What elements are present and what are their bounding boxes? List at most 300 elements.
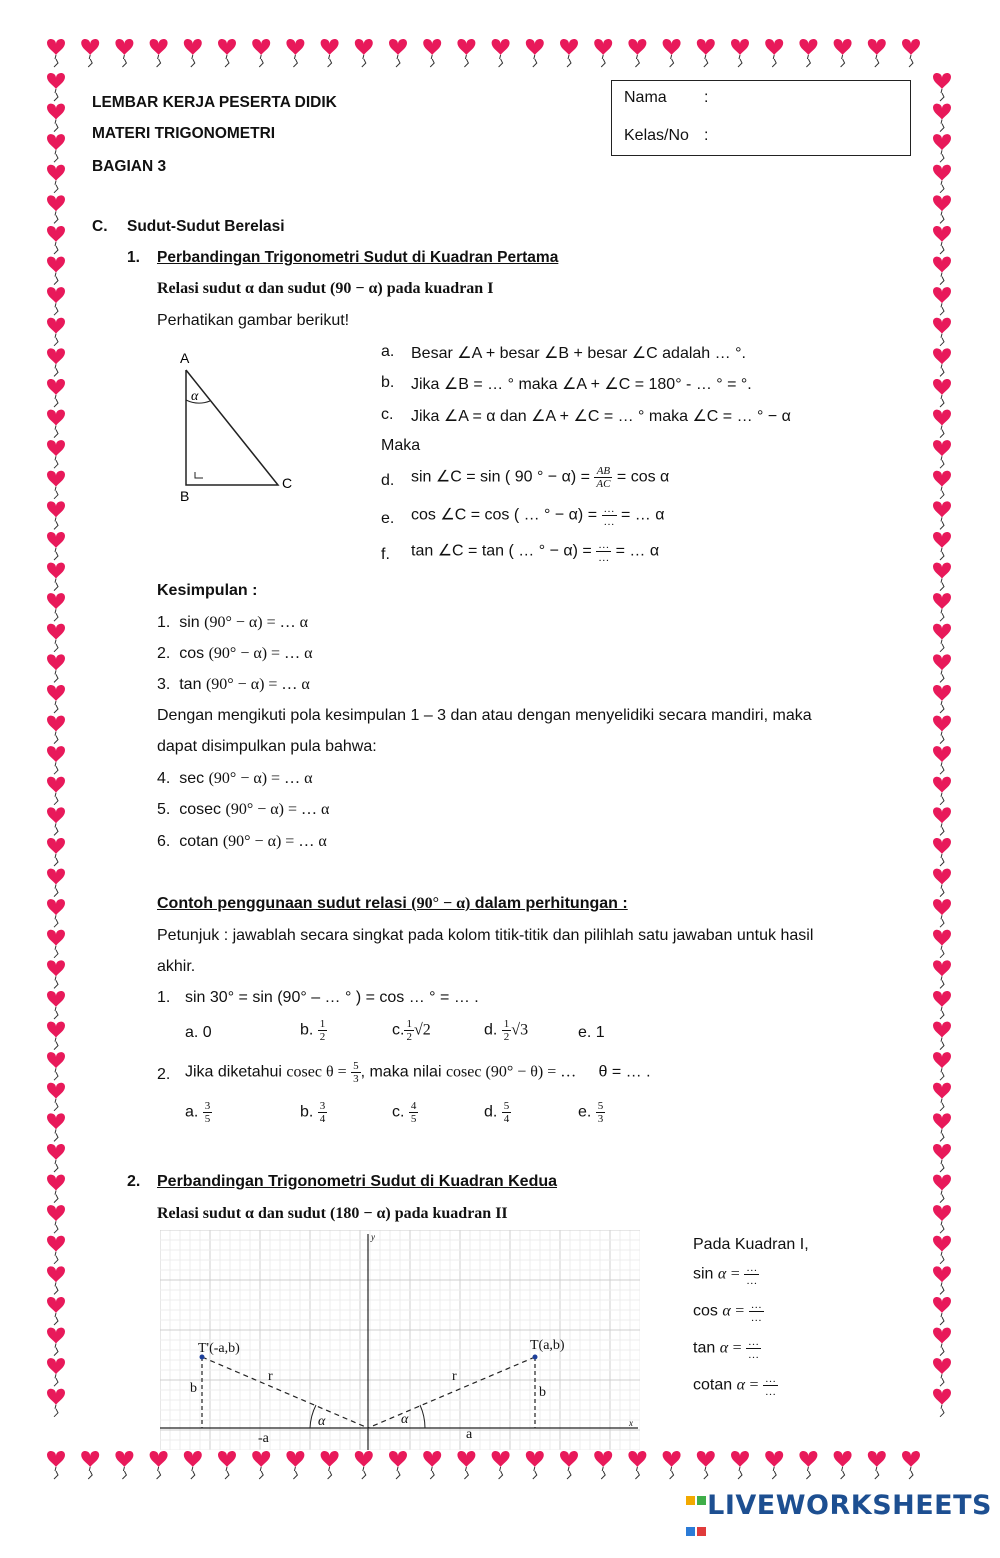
vertex-a-label: A	[180, 350, 190, 366]
heart-icon	[933, 1113, 951, 1141]
heart-icon	[389, 39, 407, 67]
heart-icon	[47, 348, 65, 376]
heart-icon	[933, 838, 951, 866]
frac-den: …	[748, 1349, 760, 1361]
frac-num: AB	[594, 465, 612, 478]
heart-icon	[47, 960, 65, 988]
heart-icon	[115, 1451, 133, 1479]
frac-num: …	[603, 503, 615, 515]
heart-icon	[150, 1451, 168, 1479]
frac-num: …	[750, 1299, 762, 1311]
heart-icon	[933, 930, 951, 958]
heart-icon	[218, 39, 236, 67]
heart-icon	[933, 379, 951, 407]
alpha-label: α	[191, 389, 199, 404]
contoh-title-c: dalam perhitungan :	[474, 895, 628, 912]
opt-label: e.	[578, 1103, 592, 1121]
heart-icon	[47, 440, 65, 468]
item-b-label: b.	[381, 374, 395, 391]
heart-icon	[933, 685, 951, 713]
alpha-arc-right	[420, 1405, 425, 1428]
part1-intro: Perhatikan gambar berikut!	[157, 312, 350, 329]
part2-number: 2.	[127, 1173, 141, 1190]
heart-icon	[933, 746, 951, 774]
k-num: 6.	[157, 833, 171, 850]
heart-icon	[47, 1083, 65, 1111]
q2-cosec: cosec θ =	[286, 1063, 347, 1081]
opt-label: d.	[484, 1021, 498, 1039]
q1-option-b[interactable]	[300, 1018, 327, 1043]
opt-fraction	[318, 1018, 328, 1043]
item-d-label: d.	[381, 472, 395, 489]
heart-icon	[47, 807, 65, 835]
heart-icon	[47, 654, 65, 682]
heart-icon	[933, 899, 951, 927]
alpha-right-label: α	[401, 1412, 409, 1427]
heart-icon	[47, 471, 65, 499]
frac-den: …	[764, 1386, 776, 1398]
heart-icon	[47, 532, 65, 560]
heart-icon	[457, 1451, 475, 1479]
class-colon: :	[704, 127, 709, 144]
heart-icon	[526, 1451, 544, 1479]
opt-fraction	[203, 1100, 213, 1125]
part-title: BAGIAN 3	[92, 158, 167, 175]
k-expr: (90° − α) = … α	[225, 801, 330, 818]
q2-fraction	[351, 1060, 361, 1085]
frac-num: 3	[319, 1100, 326, 1112]
side-fn: sin	[693, 1265, 714, 1283]
section-title: Sudut-Sudut Berelasi	[127, 218, 285, 235]
frac-num: 1	[406, 1018, 412, 1030]
alpha-left-label: α	[318, 1414, 326, 1429]
heart-icon	[933, 134, 951, 162]
heart-icon	[933, 1389, 951, 1417]
neg-a-label: -a	[258, 1431, 269, 1446]
frac-den: 2	[503, 1031, 510, 1043]
frac-num: 5	[503, 1100, 510, 1112]
heart-icon	[47, 716, 65, 744]
heart-icon	[933, 257, 951, 285]
heart-icon	[933, 991, 951, 1019]
graph-grid	[160, 1230, 640, 1450]
heart-icon	[594, 1451, 612, 1479]
item-f-label: f.	[381, 546, 390, 563]
heart-icon	[47, 777, 65, 805]
kesimpulan-3	[157, 676, 310, 694]
heart-icon	[47, 1205, 65, 1233]
petunjuk-line-2: akhir.	[157, 958, 196, 975]
part1-number: 1.	[127, 249, 140, 266]
q1-option-d[interactable]	[484, 1018, 528, 1043]
heart-icon	[47, 379, 65, 407]
heart-icon	[286, 39, 304, 67]
heart-icon	[492, 1451, 510, 1479]
frac-num: 5	[597, 1100, 604, 1112]
q2-option-d[interactable]	[484, 1100, 511, 1125]
opt-radical: √2	[413, 1021, 431, 1039]
heart-icon	[933, 501, 951, 529]
x-axis-label: x	[629, 1418, 633, 1428]
frac-den: 2	[406, 1031, 412, 1043]
opt-label: c.	[392, 1021, 405, 1039]
heart-icon	[594, 39, 612, 67]
q1-text: sin 30° = sin (90° – … ° ) = cos … ° = … .	[185, 989, 479, 1006]
y-axis-label: y	[371, 1232, 375, 1242]
frac-num: …	[748, 1336, 760, 1348]
heart-icon	[933, 287, 951, 315]
heart-icon	[933, 104, 951, 132]
vertex-c-label: C	[282, 475, 293, 491]
name-label: Nama	[624, 89, 667, 106]
heart-icon	[933, 777, 951, 805]
frac-den: 3	[353, 1073, 359, 1085]
heart-icon	[933, 563, 951, 591]
heart-icon	[47, 685, 65, 713]
heart-icon	[933, 1144, 951, 1172]
heart-icon	[47, 1175, 65, 1203]
side-cos: cos α = $\frac{\dots}{\dots}$	[693, 1299, 762, 1324]
heart-icon	[868, 1451, 886, 1479]
contoh-title-b: (90° − α)	[411, 895, 471, 912]
q1-option-e[interactable]: e. 1	[578, 1024, 605, 1041]
side-cotan: cotan α = $\frac{\dots}{\dots}$	[693, 1373, 776, 1398]
opt-fraction	[409, 1100, 419, 1125]
heart-icon	[47, 1297, 65, 1325]
frac-den: …	[750, 1312, 762, 1324]
alpha-arc-left	[310, 1405, 316, 1428]
heart-icon	[933, 471, 951, 499]
k-expr: (90° − α) = … α	[222, 833, 327, 850]
heart-icon	[628, 1451, 646, 1479]
heart-icon	[355, 39, 373, 67]
heart-icon	[457, 39, 475, 67]
r-line-left	[202, 1357, 368, 1428]
item-e-fraction[interactable]	[602, 503, 617, 528]
name-box	[611, 80, 911, 156]
heart-icon	[560, 1451, 578, 1479]
heart-icon	[218, 1451, 236, 1479]
frac-den: 4	[319, 1113, 326, 1125]
heart-icon	[834, 1451, 852, 1479]
k-num: 2.	[157, 645, 171, 662]
heart-icon	[47, 73, 65, 101]
heart-icon	[933, 654, 951, 682]
side-fn: cotan	[693, 1376, 733, 1394]
heart-icon	[252, 1451, 270, 1479]
q2-text-a: Jika diketahui	[185, 1063, 282, 1081]
vertex-b-label: B	[180, 488, 190, 504]
item-f-right: = … α	[615, 542, 660, 560]
triangle-diagram	[170, 345, 310, 510]
worksheet-title: LEMBAR KERJA PESERTA DIDIK	[92, 94, 337, 111]
frac-num: …	[764, 1373, 776, 1385]
heart-icon	[47, 624, 65, 652]
heart-icon	[799, 39, 817, 67]
frac-den: 3	[597, 1113, 604, 1125]
item-d-right: = cos α	[616, 468, 670, 486]
item-f-left: tan ∠C = tan ( … ° − α) =	[411, 542, 592, 560]
heart-icon	[933, 1358, 951, 1386]
t-label: T(a,b)	[530, 1338, 565, 1353]
q2-number: 2.	[157, 1066, 171, 1083]
k-expr: (90° − α) = … α	[204, 614, 309, 631]
heart-icon	[81, 39, 99, 67]
frac-den: 2	[319, 1031, 326, 1043]
side-fraction[interactable]	[744, 1262, 759, 1287]
k-num: 5.	[157, 801, 171, 818]
section-letter: C.	[92, 218, 108, 235]
k-fn: tan	[179, 676, 202, 693]
q1-number: 1.	[157, 989, 171, 1006]
frac-den: 5	[204, 1113, 211, 1125]
heart-icon	[47, 1266, 65, 1294]
heart-icon	[47, 1144, 65, 1172]
point-t	[533, 1355, 538, 1360]
heart-icon	[933, 1297, 951, 1325]
heart-icon	[834, 39, 852, 67]
heart-icon	[47, 991, 65, 1019]
heart-icon	[389, 1451, 407, 1479]
heart-icon	[47, 746, 65, 774]
heart-icon	[47, 1451, 65, 1479]
item-a-label: a.	[381, 343, 395, 360]
item-e-label: e.	[381, 510, 395, 527]
heart-icon	[933, 869, 951, 897]
kesimpulan-4	[157, 770, 312, 788]
heart-icon	[933, 440, 951, 468]
heart-icon	[697, 1451, 715, 1479]
frac-num: 4	[410, 1100, 417, 1112]
item-c-label: c.	[381, 406, 394, 423]
q2-expr: cosec (90° − θ) = …	[445, 1063, 577, 1081]
class-label: Kelas/No	[624, 127, 689, 144]
heart-icon	[933, 410, 951, 438]
heart-icon	[184, 1451, 202, 1479]
kesimpulan-title: Kesimpulan :	[157, 582, 258, 599]
side-title: Pada Kuadran I,	[693, 1236, 809, 1253]
maka-label: Maka	[381, 437, 421, 454]
heart-icon	[47, 899, 65, 927]
heart-icon	[933, 1022, 951, 1050]
heart-icon	[47, 1358, 65, 1386]
opt-label: b.	[300, 1021, 314, 1039]
side-fraction[interactable]	[763, 1373, 778, 1398]
heart-icon	[47, 869, 65, 897]
part1-relasi: Relasi sudut α dan sudut (90 − α) pada kuadran I	[157, 280, 494, 297]
heart-icon	[765, 1451, 783, 1479]
k-fn: cos	[179, 645, 205, 662]
heart-icon	[47, 1022, 65, 1050]
triangle-shape	[186, 370, 278, 485]
item-d-fraction	[594, 465, 612, 490]
q1-option-c[interactable]	[392, 1018, 431, 1043]
opt-label: d.	[484, 1103, 498, 1121]
opt-fraction	[502, 1018, 512, 1043]
heart-icon	[47, 1389, 65, 1417]
frac-den: …	[603, 516, 615, 528]
heart-icon	[933, 1205, 951, 1233]
heart-icon	[321, 1451, 339, 1479]
part2-relasi: Relasi sudut α dan sudut (180 − α) pada kuadran II	[157, 1205, 508, 1222]
heart-icon	[423, 1451, 441, 1479]
item-e-left: cos ∠C = cos ( … ° − α) =	[411, 506, 598, 524]
heart-icon	[628, 39, 646, 67]
frac-num: 5	[353, 1060, 359, 1072]
frac-num: 1	[503, 1018, 510, 1030]
heart-icon	[47, 39, 65, 67]
opt-fraction	[596, 1100, 606, 1125]
item-c-text: Jika ∠A = α dan ∠A + ∠C = … ° maka ∠C = … ° − α	[411, 408, 791, 425]
opt-label: b.	[300, 1103, 314, 1121]
k-fn: cosec	[179, 801, 222, 818]
heart-icon	[933, 1052, 951, 1080]
name-colon: :	[704, 89, 709, 106]
opt-label: c.	[392, 1103, 405, 1121]
k-expr: (90° − α) = … α	[205, 676, 310, 693]
heart-icon	[252, 39, 270, 67]
opt-radical: √3	[511, 1021, 529, 1039]
logo-text: LIVEWORKSHEETS	[707, 1490, 992, 1521]
side-tan: tan α = $\frac{\dots}{\dots}$	[693, 1336, 760, 1361]
part2-title: Perbandingan Trigonometri Sudut di Kuadran Kedua	[157, 1173, 558, 1190]
opt-label: a.	[185, 1103, 199, 1121]
heart-icon	[933, 807, 951, 835]
frac-num: …	[746, 1262, 758, 1274]
right-angle-mark	[195, 472, 203, 478]
heart-icon	[933, 1175, 951, 1203]
b-left-label: b	[190, 1381, 197, 1396]
heart-icon	[47, 134, 65, 162]
b-right-label: b	[539, 1385, 546, 1400]
heart-icon	[765, 39, 783, 67]
heart-icon	[47, 104, 65, 132]
heart-icon	[355, 1451, 373, 1479]
heart-icon	[47, 318, 65, 346]
liveworksheets-logo[interactable]	[685, 1490, 992, 1558]
item-d-left: sin ∠C = sin ( 90 ° − α) =	[411, 468, 590, 486]
kesimpulan-5	[157, 801, 329, 819]
k-fn: sin	[179, 614, 200, 631]
heart-icon	[47, 226, 65, 254]
heart-icon	[526, 39, 544, 67]
contoh-title-a: Contoh penggunaan sudut relasi	[157, 895, 407, 912]
heart-icon	[321, 39, 339, 67]
heart-icon	[492, 39, 510, 67]
kesimpulan-6	[157, 833, 327, 851]
q2-text	[185, 1060, 651, 1085]
heart-icon	[47, 287, 65, 315]
k-expr: (90° − α) = … α	[208, 770, 313, 787]
k-expr: (90° − α) = … α	[208, 645, 313, 662]
contoh-title	[157, 895, 628, 913]
heart-icon	[286, 1451, 304, 1479]
heart-icon	[47, 1328, 65, 1356]
heart-icon	[933, 960, 951, 988]
subject-title: MATERI TRIGONOMETRI	[92, 125, 276, 142]
petunjuk-line-1: Petunjuk : jawablah secara singkat pada kolom titik-titik dan pilihlah satu jawaban untuk hasil	[157, 927, 814, 944]
frac-num: 1	[319, 1018, 326, 1030]
heart-icon	[47, 838, 65, 866]
heart-icon	[47, 410, 65, 438]
opt-fraction	[404, 1018, 414, 1043]
q2-tail: θ = … .	[598, 1063, 651, 1081]
q2-text-b: , maka nilai	[360, 1063, 442, 1081]
side-fraction[interactable]	[746, 1336, 761, 1361]
frac-den: 5	[410, 1113, 417, 1125]
pola-line-2: dapat disimpulkan pula bahwa:	[157, 738, 377, 755]
heart-icon	[663, 39, 681, 67]
q2-option-b[interactable]	[300, 1100, 327, 1125]
frac-den: …	[746, 1275, 758, 1287]
t-prime-label: T'(-a,b)	[198, 1341, 240, 1356]
heart-icon	[47, 257, 65, 285]
r-right-label: r	[452, 1369, 457, 1384]
item-b-text: Jika ∠B = … ° maka ∠A + ∠C = 180° - … ° = °.	[411, 376, 752, 393]
item-e-line	[411, 503, 664, 528]
pola-line-1: Dengan mengikuti pola kesimpulan 1 – 3 dan atau dengan menyelidiki secara mandiri, maka	[157, 707, 812, 724]
a-label: a	[466, 1427, 473, 1442]
heart-icon	[933, 1328, 951, 1356]
k-fn: cotan	[179, 833, 219, 850]
heart-icon	[731, 39, 749, 67]
heart-icon	[799, 1451, 817, 1479]
heart-icon	[47, 165, 65, 193]
frac-den: AC	[596, 478, 611, 490]
heart-icon	[47, 1113, 65, 1141]
q2-option-c[interactable]	[392, 1100, 418, 1125]
heart-icon	[933, 195, 951, 223]
heart-icon	[933, 624, 951, 652]
q1-option-a[interactable]: a. 0	[185, 1024, 212, 1041]
heart-icon	[184, 39, 202, 67]
heart-icon	[933, 226, 951, 254]
heart-icon	[902, 1451, 920, 1479]
heart-icon	[902, 39, 920, 67]
item-d-line	[411, 465, 669, 490]
heart-icon	[933, 318, 951, 346]
heart-icon	[81, 1451, 99, 1479]
heart-icon	[933, 348, 951, 376]
heart-icon	[47, 195, 65, 223]
side-fn: tan	[693, 1339, 716, 1357]
opt-fraction	[318, 1100, 328, 1125]
k-fn: sec	[179, 770, 205, 787]
heart-icon	[150, 39, 168, 67]
side-sin: sin α = $\frac{\dots}{\dots}$	[693, 1262, 758, 1287]
heart-icon	[933, 593, 951, 621]
q2-option-a[interactable]	[185, 1100, 212, 1125]
q2-option-e[interactable]	[578, 1100, 605, 1125]
coordinate-graph	[160, 1230, 640, 1450]
side-fraction[interactable]	[749, 1299, 764, 1324]
heart-icon	[560, 39, 578, 67]
part1-title: Perbandingan Trigonometri Sudut di Kuadran Pertama	[157, 249, 559, 266]
side-fn: cos	[693, 1302, 718, 1320]
heart-icon	[933, 716, 951, 744]
item-f-fraction[interactable]	[596, 539, 611, 564]
k-num: 3.	[157, 676, 171, 693]
heart-icon	[423, 39, 441, 67]
heart-icon	[47, 593, 65, 621]
frac-den: …	[598, 552, 610, 564]
item-a-text: Besar ∠A + besar ∠B + besar ∠C adalah … °.	[411, 345, 746, 362]
heart-icon	[115, 39, 133, 67]
frac-num: 3	[204, 1100, 211, 1112]
heart-icon	[933, 1266, 951, 1294]
kesimpulan-1	[157, 614, 308, 632]
heart-icon	[47, 1052, 65, 1080]
